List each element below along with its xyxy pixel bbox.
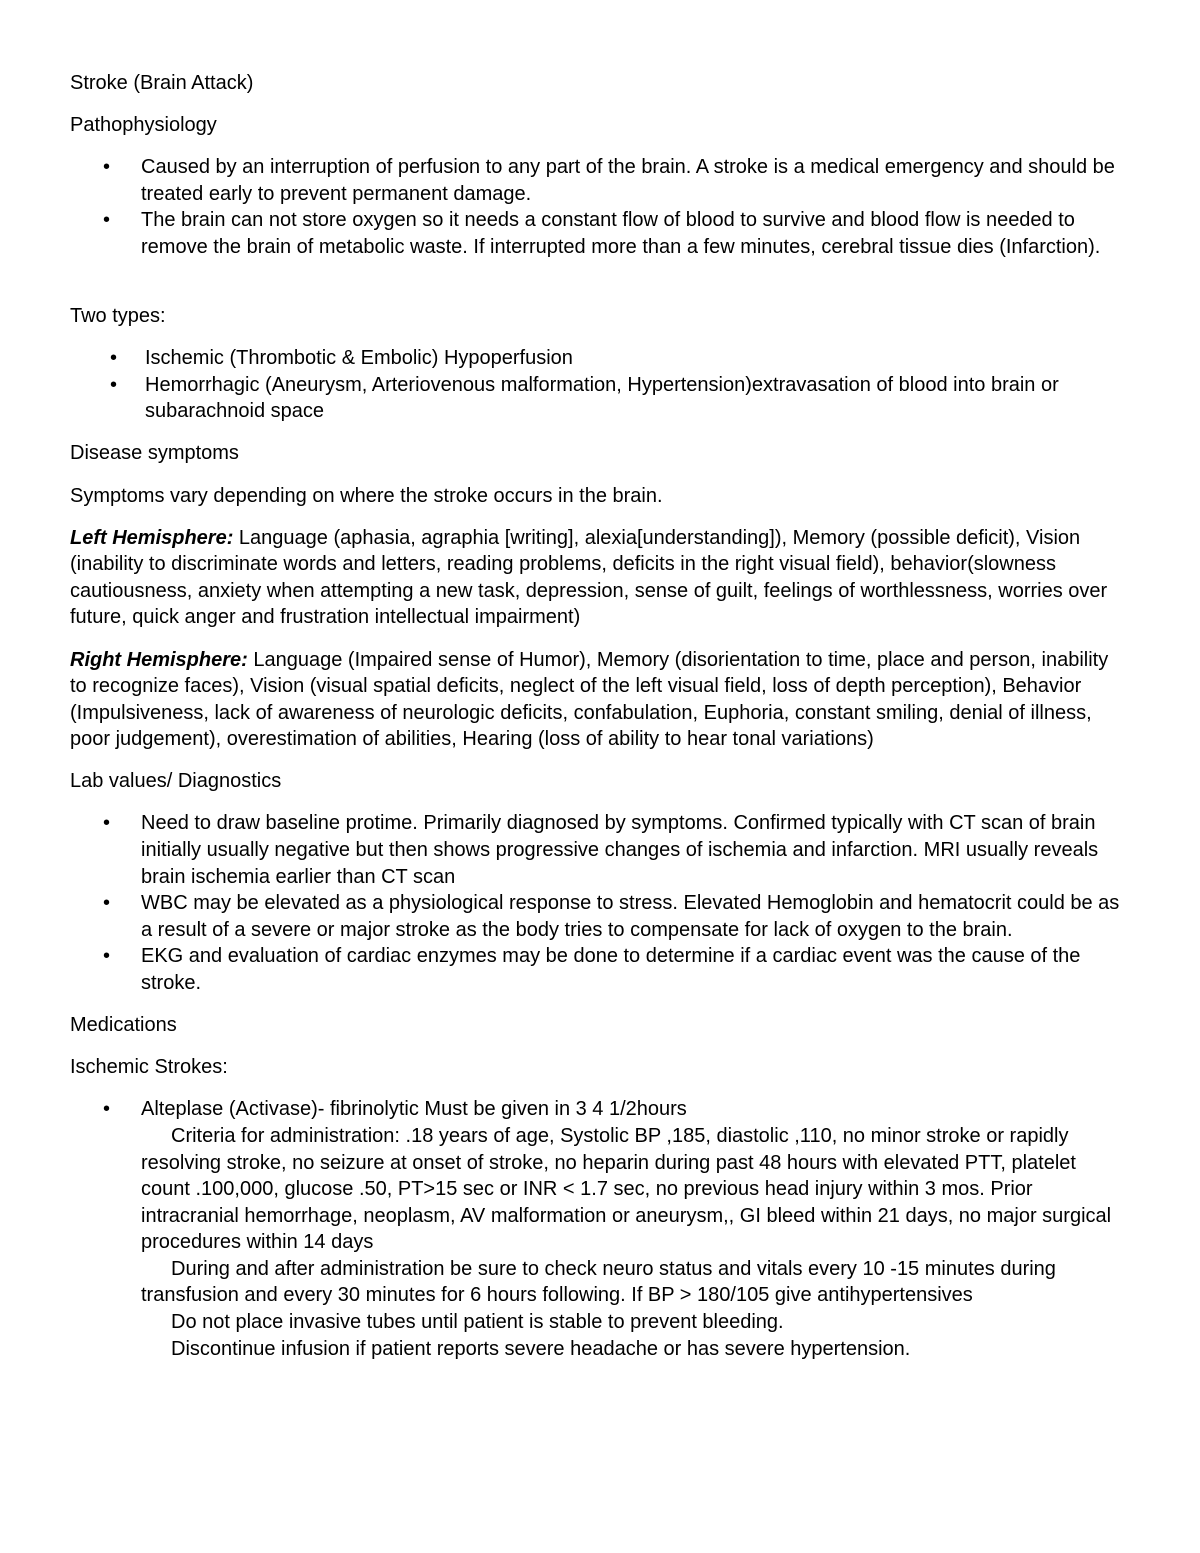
medications-list <box>70 1096 1130 1362</box>
list-item: • Ischemic (Thrombotic & Embolic) Hypoperfusion <box>70 345 1130 372</box>
symptoms-heading: Disease symptoms <box>70 442 239 465</box>
pathophysiology-list <box>70 154 1130 260</box>
bullet-icon: • <box>103 892 111 915</box>
pathophysiology-heading: Pathophysiology <box>70 114 217 137</box>
bullet-icon: • <box>110 373 118 396</box>
alteplase-title: Alteplase (Activase)- fibrinolytic Must be given in 3 4 1/2hours <box>141 1098 687 1121</box>
document-title: Stroke (Brain Attack) <box>70 72 254 94</box>
alteplase-monitoring: During and after administration be sure to check neuro status and vitals every 10 -15 minutes during transfusion and every 30 minutes for 6 hours following. If BP > 180/105 give antihypertensives <box>141 1257 1056 1307</box>
bullet-icon: • <box>103 945 111 968</box>
alteplase-tubes-note: Do not place invasive tubes until patient is stable to prevent bleeding. <box>171 1311 784 1334</box>
list-item: • WBC may be elevated as a physiological response to stress. Elevated Hemoglobin and hematocrit could be as a result of a severe or major stroke as the body tries to compensate for lack of oxygen to the brain. <box>103 892 1120 941</box>
bullet-icon: • <box>103 812 111 835</box>
list-item: • EKG and evaluation of cardiac enzymes may be done to determine if a cardiac event was the cause of the stroke. <box>103 945 1081 995</box>
left-hemisphere-text: Language (aphasia, agraphia [writing], alexia[understanding]), Memory (possible deficit), Vision (inability to discriminate words and letters, reading problems, deficits in the right visual field), behavior(slowness cautiousness, anxiety when attempting a new task, depression, sense of guilt, feelings of worthlessness, worries over future, quick anger and frustration intellectual impairment) <box>70 526 1108 629</box>
labs-heading: Lab values/ Diagnostics <box>70 770 282 793</box>
spacer <box>70 276 1130 303</box>
bullet-icon: • <box>110 347 118 370</box>
left-hemisphere-label: Left Hemisphere: <box>70 526 234 549</box>
right-hemisphere-text: Language (Impaired sense of Humor), Memory (disorientation to time, place and person, inability to recognize faces), Vision (visual spatial deficits, neglect of the left visual field, loss of depth perception), Behavior (Impulsiveness, lack of awareness of neurologic deficits, confabulation, Euphoria, constant smiling, denial of illness, poor judgement), overestimation of abilities, Hearing (loss of ability to hear tonal variations) <box>70 648 1109 751</box>
bullet-icon: • <box>103 209 111 232</box>
symptoms-intro: Symptoms vary depending on where the stroke occurs in the brain. <box>70 484 663 507</box>
alteplase-discontinue-note: Discontinue infusion if patient reports severe headache or has severe hypertension. <box>171 1337 911 1360</box>
bullet-icon: • <box>103 156 111 179</box>
ischemic-strokes-heading: Ischemic Strokes: <box>70 1056 228 1079</box>
left-hemisphere-paragraph <box>70 525 1130 631</box>
list-item: • Need to draw baseline protime. Primarily diagnosed by symptoms. Confirmed typically with CT scan of brain initially usually negative but then shows progressive changes of ischemia and infarction. MRI usually reveals brain ischemia earlier than CT scan <box>103 812 1099 888</box>
list-item <box>70 1096 1130 1362</box>
medications-heading: Medications <box>70 1014 177 1037</box>
types-heading: Two types: <box>70 305 166 328</box>
right-hemisphere-paragraph <box>70 647 1130 753</box>
list-item: • Hemorrhagic (Aneurysm, Arteriovenous malformation, Hypertension)extravasation of blood into brain or subarachnoid space <box>110 373 1059 423</box>
types-list <box>70 345 1130 425</box>
bullet-icon: • <box>103 1098 111 1121</box>
list-item: • Caused by an interruption of perfusion to any part of the brain. A stroke is a medical emergency and should be treated early to prevent permanent damage. <box>103 156 1115 205</box>
list-item: • The brain can not store oxygen so it needs a constant flow of blood to survive and blood flow is needed to remove the brain of metabolic waste. If interrupted more than a few minutes, cerebral tissue dies (Infarction). <box>103 209 1101 258</box>
alteplase-criteria: Criteria for administration: .18 years of age, Systolic BP ,185, diastolic ,110, no minor stroke or rapidly resolving stroke, no seizure at onset of stroke, no heparin during past 48 hours with elevated PTT, platelet count .100,000, glucose .50, PT>15 sec or INR < 1.7 sec, no previous head injury within 3 mos. Prior intracranial hemorrhage, neoplasm, AV malformation or aneurysm,, GI bleed within 21 days, no major surgical procedures within 14 days <box>141 1124 1112 1254</box>
labs-list <box>70 810 1130 996</box>
right-hemisphere-label: Right Hemisphere: <box>70 648 248 671</box>
